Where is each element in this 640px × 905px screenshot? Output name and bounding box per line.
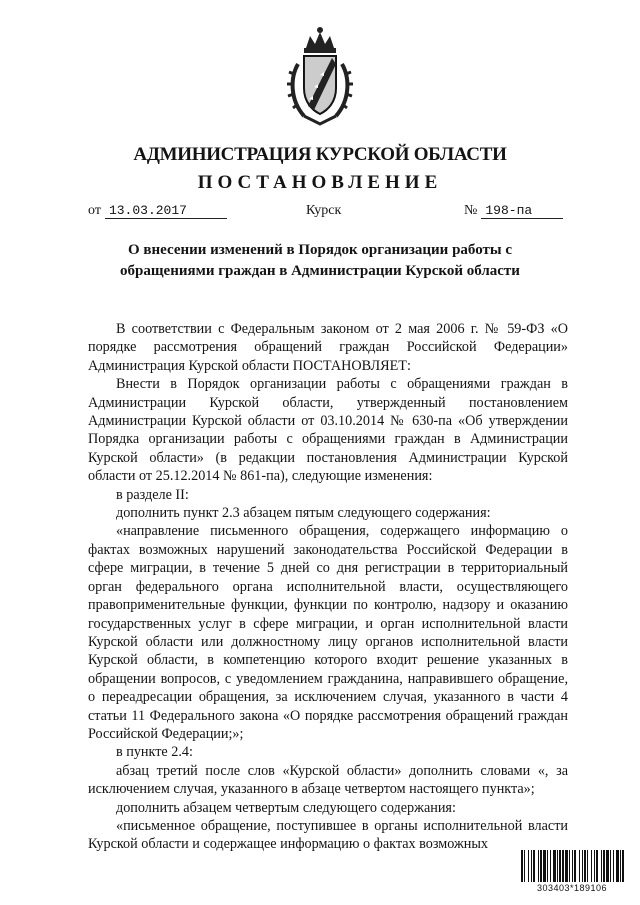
number-value: 198-па <box>481 203 563 219</box>
subject-line: О внесении изменений в Порядок организации работы с <box>127 242 513 258</box>
number-prefix: № <box>464 203 478 218</box>
barcode-number: 303403*189106 <box>536 883 608 893</box>
body-paragraph: «направление письменного обращения, содержащего информацию о фактах возможных нарушений законодательства Российской Федерации в сфере миграции, в течение 5 дней со дня регистрации в территориальный орган федерального органа исполнительной власти, осуществляющего правоприменительные функции, функции по контролю, надзору и оказанию государственных услуг в сфере миграции, и орган исполнительной власти Курской области или должностному лицу органов исполнительной власти Курской области, в компетенцию которого входит решение указанных в обращении вопросов, с уведомлением гражданина, направившего обращение, о переадресации обращения, за исключением случая, указанного в части 4 статьи 11 Федерального закона «О порядке рассмотрения обращений граждан Российской Федерации;»; <box>88 523 568 742</box>
date-value: 13.03.2017 <box>105 203 227 219</box>
document-subject <box>80 240 560 282</box>
document-number <box>464 203 563 219</box>
document-date <box>88 203 227 219</box>
date-prefix: от <box>88 203 101 218</box>
kursk-coat-of-arms-icon <box>284 26 356 128</box>
body-paragraph: В соответствии с Федеральным законом от 2 мая 2006 г. № 59-ФЗ «О порядке рассмотрения обращений граждан Российской Федерации» Администрация Курской области ПОСТАНОВЛЯЕТ: <box>88 321 568 374</box>
body-paragraph: «письменное обращение, поступившее в органы исполнительной власти Курской области и содержащее информацию о фактах возможных <box>88 817 568 853</box>
body-paragraph: дополнить абзацем четвертым следующего содержания: <box>116 799 456 816</box>
document-type: ПОСТАНОВЛЕНИЕ <box>197 172 443 193</box>
body-paragraph: абзац третий после слов «Курской области» дополнить словами «, за исключением случая, указанного в абзаце четвертом настоящего пункта»; <box>88 762 568 798</box>
subject-line: обращениями граждан в Администрации Курской области <box>120 263 520 279</box>
body-paragraph: в разделе II: <box>116 486 189 503</box>
organization-title: АДМИНИСТРАЦИЯ КУРСКОЙ ОБЛАСТИ <box>133 144 507 165</box>
body-paragraph: в пункте 2.4: <box>116 744 193 761</box>
body-paragraph: дополнить пункт 2.3 абзацем пятым следующего содержания: <box>116 505 491 522</box>
barcode-bars <box>520 850 624 882</box>
body-paragraph: Внести в Порядок организации работы с обращениями граждан в Администрации Курской области, утвержденный постановлением Администрации Курской области от 03.10.2014 № 630-па «Об утверждении Порядка организации работы с обращениями граждан в Администрации Курской области» (в редакции постановления Администрации Курской области от 25.12.2014 № 861-па), следующие изменения: <box>88 376 568 485</box>
document-city: Курск <box>306 203 342 218</box>
document-body <box>88 320 568 854</box>
barcode <box>520 850 624 898</box>
